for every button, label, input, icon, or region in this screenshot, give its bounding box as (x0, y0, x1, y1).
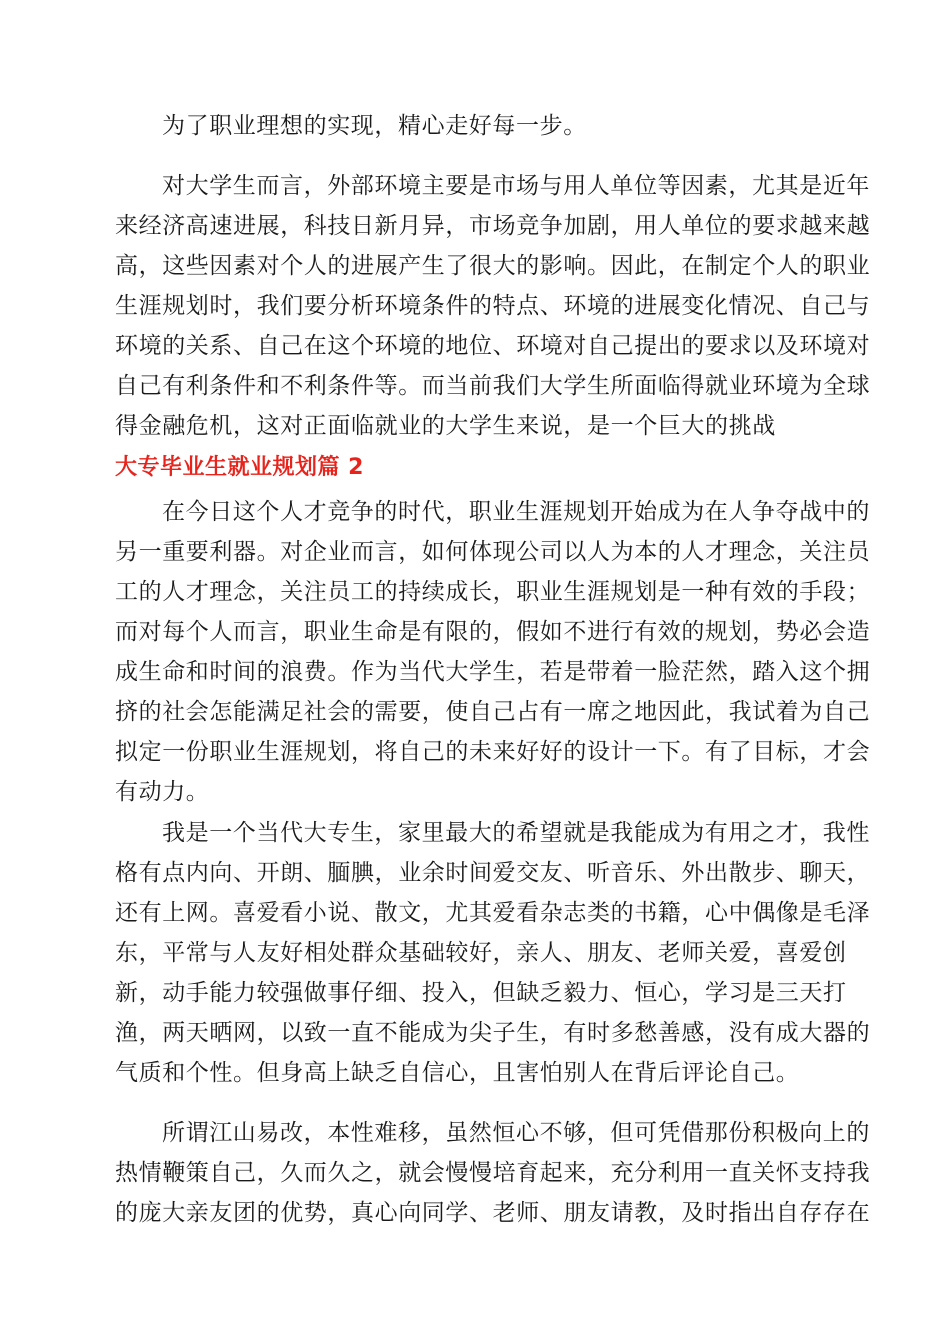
paragraph-line: 有动力。 (115, 779, 210, 805)
paragraph-line: 对大学生而言，外部环境主要是市场与用人单位等因素，尤其是近年 (162, 173, 870, 199)
paragraph-line: 新，动手能力较强做事仔细、投入，但缺乏毅力、恒心，学习是三天打 (115, 980, 847, 1006)
paragraph-line: 来经济高速进展，科技日新月异，市场竞争加剧，用人单位的要求越来越 (115, 213, 871, 239)
paragraph-line: 高，这些因素对个人的进展产生了很大的影响。因此，在制定个人的职业 (115, 253, 871, 279)
paragraph-line: 为了职业理想的实现，精心走好每一步。 (162, 113, 587, 139)
paragraph-line: 自己有利条件和不利条件等。而当前我们大学生所面临得就业环境为全球 (115, 373, 871, 399)
paragraph-line: 热情鞭策自己，久而久之，就会慢慢培育起来，充分利用一直关怀支持我 (115, 1160, 871, 1186)
paragraph-line: 生涯规划时，我们要分析环境条件的特点、环境的进展变化情况、自己与 (115, 293, 871, 319)
paragraph-line: 还有上网。喜爱看小说、散文，尤其爱看杂志类的书籍，心中偶像是毛泽 (115, 900, 871, 926)
paragraph-line: 环境的关系、自己在这个环境的地位、环境对自己提出的要求以及环境对 (115, 333, 871, 359)
paragraph-line: 东，平常与人友好相处群众基础较好，亲人、朋友、老师关爱，喜爱创 (115, 940, 847, 966)
paragraph-line: 格有点内向、开朗、腼腆，业余时间爱交友、听音乐、外出散步、聊天， (115, 860, 871, 886)
paragraph-line: 在今日这个人才竞争的时代，职业生涯规划开始成为在人争夺战中的 (162, 499, 870, 525)
paragraph-line: 而对每个人而言，职业生命是有限的，假如不进行有效的规划，势必会造 (115, 619, 871, 645)
paragraph-line: 渔，两天晒网，以致一直不能成为尖子生，有时多愁善感，没有成大器的 (115, 1020, 871, 1046)
paragraph-line: 另一重要利器。对企业而言，如何体现公司以人为本的人才理念，关注员 (115, 539, 871, 565)
section-heading: 大专毕业生就业规划篇 2 (115, 455, 364, 480)
paragraph-line: 成生命和时间的浪费。作为当代大学生，若是带着一脸茫然，踏入这个拥 (115, 659, 871, 685)
paragraph-line: 的庞大亲友团的优势，真心向同学、老师、朋友请教，及时指出自存存在 (115, 1200, 871, 1226)
paragraph-line: 气质和个性。但身高上缺乏自信心，且害怕别人在背后评论自己。 (115, 1060, 800, 1086)
paragraph-line: 所谓江山易改，本性难移，虽然恒心不够，但可凭借那份积极向上的 (162, 1120, 870, 1146)
paragraph-line: 拟定一份职业生涯规划，将自己的未来好好的设计一下。有了目标，才会 (115, 739, 871, 765)
paragraph-line: 我是一个当代大专生，家里最大的希望就是我能成为有用之才，我性 (162, 820, 870, 846)
paragraph-line: 得金融危机，这对正面临就业的大学生来说，是一个巨大的挑战 (115, 413, 776, 439)
paragraph-line: 挤的社会怎能满足社会的需要，使自己占有一席之地因此，我试着为自己 (115, 699, 871, 725)
paragraph-line: 工的人才理念，关注员工的持续成长，职业生涯规划是一种有效的手段； (115, 579, 871, 605)
